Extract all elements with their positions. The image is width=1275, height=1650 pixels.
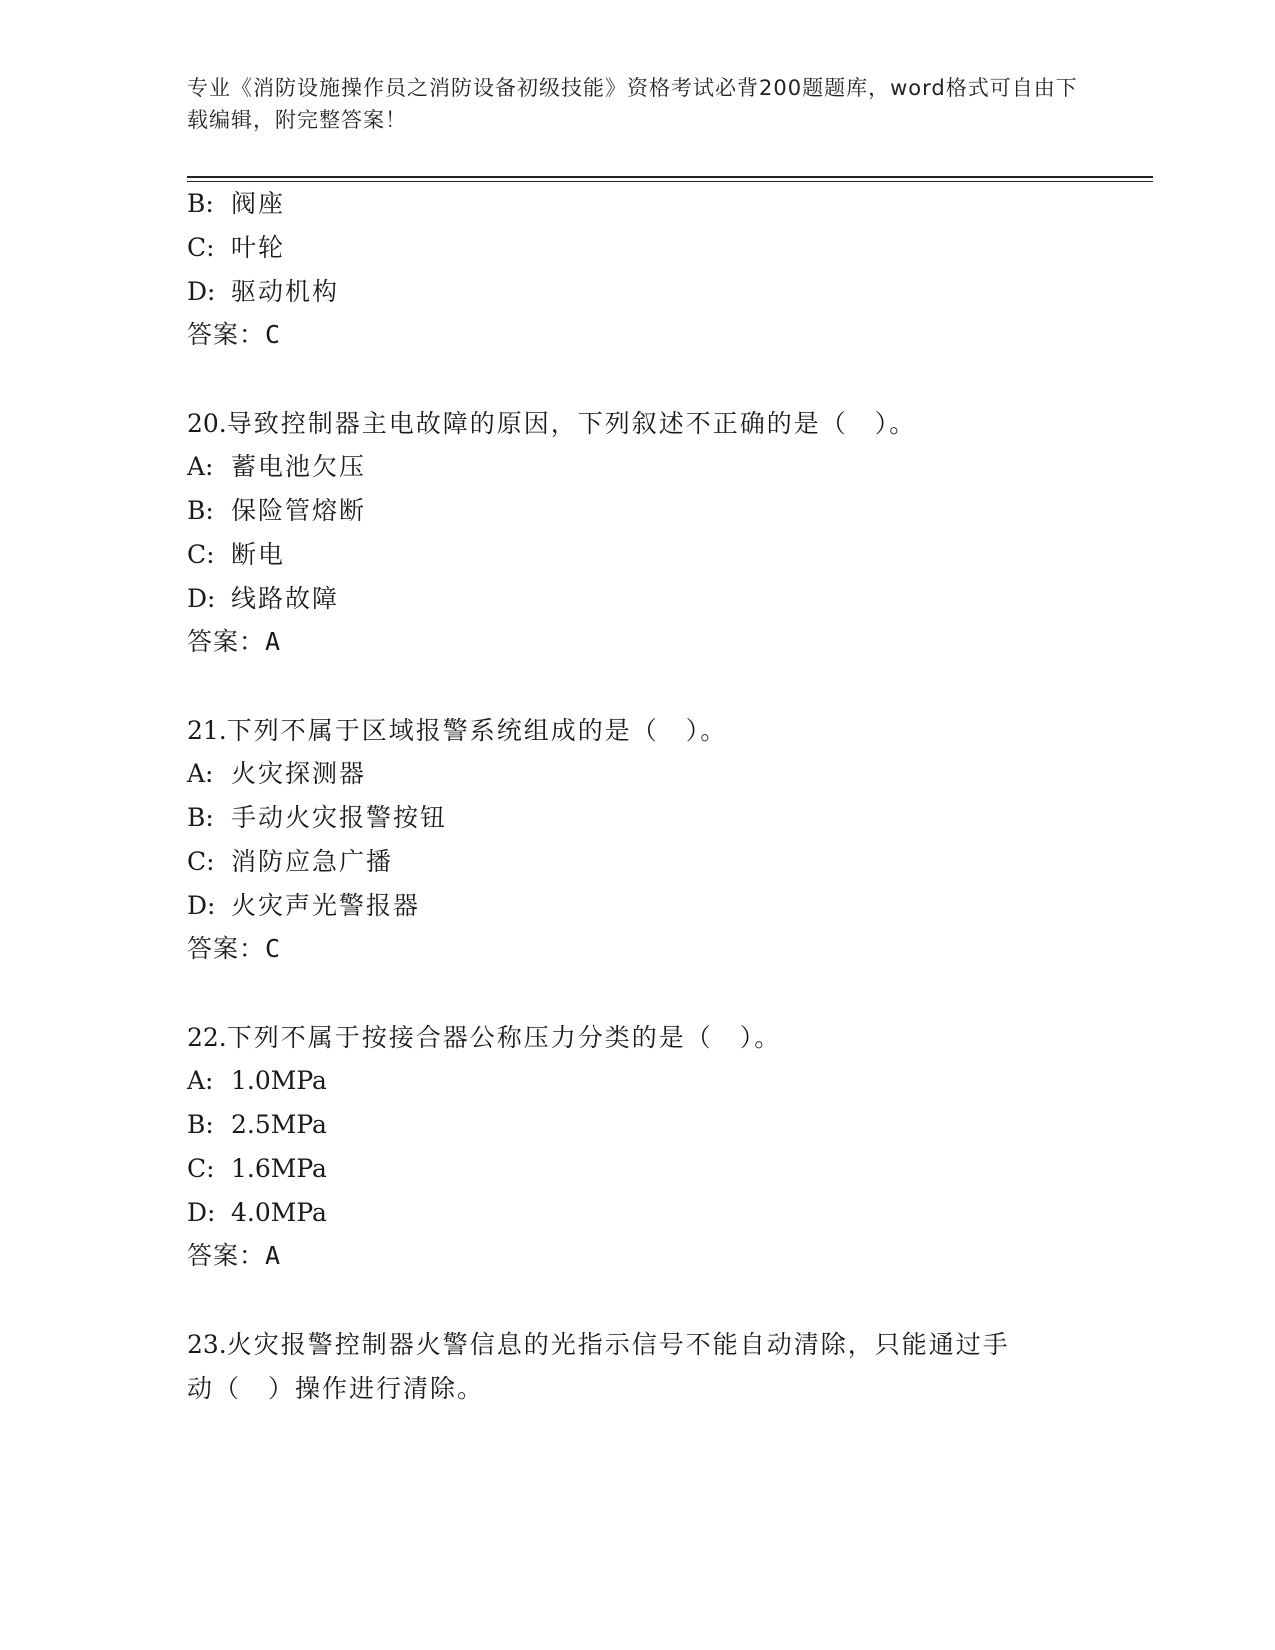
option-text: 阀座 (231, 189, 286, 218)
option-text: 火灾探测器 (231, 759, 367, 788)
answer-label: 答案： (187, 934, 266, 963)
q20-option-a (187, 451, 366, 483)
option-letter: B: (187, 803, 214, 832)
q21-option-c (187, 846, 393, 878)
question-text: 导致控制器主电故障的原因，下列叙述不正确的是（ ）。 (226, 409, 917, 438)
option-text: 蓄电池欠压 (231, 452, 367, 481)
q20-option-d (187, 583, 339, 615)
q23-stem-line-1 (187, 1329, 1010, 1361)
q19-option-c (187, 232, 285, 264)
answer-label: 答案： (187, 1241, 266, 1270)
q19-option-b (187, 188, 285, 220)
q21-option-d (187, 890, 420, 922)
option-letter: C: (187, 1154, 215, 1183)
question-number: 21. (187, 716, 227, 745)
q19-answer (187, 319, 280, 351)
option-text: 手动火灾报警按钮 (231, 803, 448, 832)
option-text: 4.0MPa (231, 1198, 327, 1227)
q22-option-d (187, 1197, 327, 1229)
option-text: 2.5MPa (231, 1110, 327, 1139)
option-letter: A: (187, 1066, 214, 1095)
option-text: 保险管熔断 (231, 496, 367, 525)
answer-label: 答案： (187, 627, 266, 656)
q22-option-a (187, 1065, 327, 1097)
question-text: 火灾报警控制器火警信息的光指示信号不能自动清除，只能通过手 (226, 1330, 1010, 1359)
answer-label: 答案： (187, 320, 266, 349)
answer-value: A (265, 1241, 281, 1270)
q22-option-b (187, 1109, 327, 1141)
question-text: 下列不属于按接合器公称压力分类的是（ ）。 (226, 1023, 782, 1052)
q21-stem (187, 715, 727, 747)
document-header: 专业《消防设施操作员之消防设备初级技能》资格考试必背200题题库，word格式可自由下载编辑，附完整答案！ (187, 76, 1078, 132)
answer-value: C (265, 934, 281, 963)
header-divider-thin (187, 181, 1153, 182)
option-letter: D: (187, 277, 216, 306)
option-text: 1.0MPa (231, 1066, 327, 1095)
q20-answer (187, 626, 280, 658)
option-letter: B: (187, 496, 214, 525)
q23-stem-line-2: 动（ ）操作进行清除。 (187, 1374, 485, 1403)
q21-option-b (187, 802, 447, 834)
header-divider-thick (187, 176, 1153, 178)
option-letter: C: (187, 540, 215, 569)
option-letter: D: (187, 891, 216, 920)
answer-value: A (265, 627, 281, 656)
option-letter: B: (187, 1110, 214, 1139)
question-number: 23. (187, 1330, 227, 1359)
option-letter: D: (187, 584, 216, 613)
option-text: 火灾声光警报器 (231, 891, 421, 920)
q22-stem (187, 1022, 781, 1054)
option-text: 驱动机构 (231, 277, 340, 306)
q21-answer (187, 933, 280, 965)
question-text: 下列不属于区域报警系统组成的是（ ）。 (226, 716, 728, 745)
q20-option-c (187, 539, 285, 571)
question-number: 20. (187, 409, 227, 438)
option-letter: B: (187, 189, 214, 218)
option-text: 线路故障 (231, 584, 340, 613)
option-letter: A: (187, 452, 214, 481)
option-letter: D: (187, 1198, 216, 1227)
q20-stem (187, 408, 916, 440)
question-number: 22. (187, 1023, 227, 1052)
option-text: 1.6MPa (231, 1154, 327, 1183)
q22-answer (187, 1240, 280, 1272)
option-text: 消防应急广播 (231, 847, 394, 876)
option-letter: C: (187, 847, 215, 876)
q22-option-c (187, 1153, 327, 1185)
option-text: 断电 (231, 540, 286, 569)
q19-option-d (187, 276, 339, 308)
option-letter: C: (187, 233, 215, 262)
option-letter: A: (187, 759, 214, 788)
q21-option-a (187, 758, 366, 790)
answer-value: C (265, 320, 281, 349)
option-text: 叶轮 (231, 233, 286, 262)
q20-option-b (187, 495, 366, 527)
